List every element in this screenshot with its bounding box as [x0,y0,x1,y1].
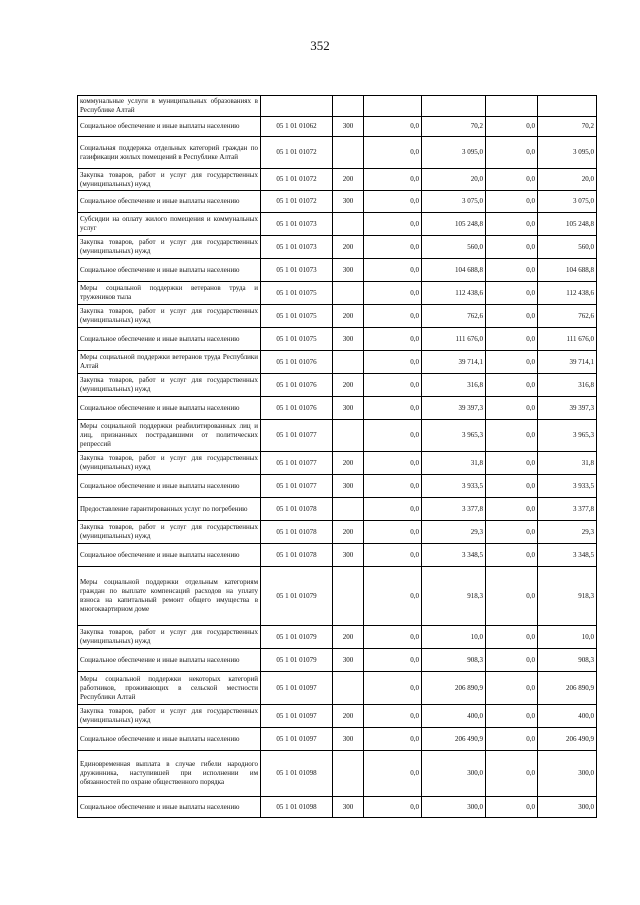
row-expense-type: 300 [333,328,364,351]
row-value-1: 0,0 [364,169,422,191]
row-value-1: 0,0 [364,626,422,649]
row-value-4: 29,3 [538,521,597,544]
table-row [78,544,597,567]
row-value-3: 0,0 [486,259,538,282]
row-code: 05 1 01 01072 [261,137,333,169]
row-value-4: 918,3 [538,567,597,626]
row-name: Социальная поддержка отдельных категорий граждан по газификации жилых помещений в Республике Алтай [78,137,261,169]
table-row [78,96,597,117]
row-value-2: 560,0 [422,236,486,259]
table-row [78,397,597,420]
row-code [261,96,333,117]
row-value-2: 104 688,8 [422,259,486,282]
table-row [78,626,597,649]
row-expense-type: 200 [333,452,364,475]
row-code: 05 1 01 01075 [261,305,333,328]
row-expense-type: 200 [333,374,364,397]
row-expense-type: 300 [333,475,364,498]
row-value-1: 0,0 [364,305,422,328]
row-expense-type: 300 [333,117,364,137]
table-row [78,169,597,191]
row-code: 05 1 01 01098 [261,751,333,797]
row-expense-type: 300 [333,191,364,213]
row-code: 05 1 01 01078 [261,544,333,567]
row-value-3: 0,0 [486,236,538,259]
row-value-3: 0,0 [486,649,538,672]
row-value-2: 3 075,0 [422,191,486,213]
row-expense-type: 300 [333,649,364,672]
row-expense-type: 300 [333,728,364,751]
row-expense-type [333,420,364,452]
row-value-3: 0,0 [486,351,538,374]
row-value-4: 3 095,0 [538,137,597,169]
row-code: 05 1 01 01077 [261,420,333,452]
row-value-2: 206 490,9 [422,728,486,751]
row-value-3: 0,0 [486,420,538,452]
row-expense-type [333,137,364,169]
table-row [78,236,597,259]
row-value-2: 918,3 [422,567,486,626]
row-name: Меры социальной поддержки ветеранов труда и тружеников тыла [78,282,261,305]
row-value-3: 0,0 [486,475,538,498]
row-value-4: 31,8 [538,452,597,475]
row-code: 05 1 01 01077 [261,475,333,498]
row-code: 05 1 01 01073 [261,259,333,282]
row-expense-type [333,351,364,374]
row-value-1: 0,0 [364,567,422,626]
row-expense-type [333,282,364,305]
row-code: 05 1 01 01075 [261,282,333,305]
row-value-1: 0,0 [364,351,422,374]
table-row [78,498,597,521]
row-value-1: 0,0 [364,672,422,705]
row-code: 05 1 01 01078 [261,498,333,521]
row-expense-type: 300 [333,397,364,420]
row-value-3: 0,0 [486,705,538,728]
row-value-4: 400,0 [538,705,597,728]
row-value-1: 0,0 [364,544,422,567]
row-code: 05 1 01 01097 [261,672,333,705]
row-value-4: 300,0 [538,797,597,818]
row-value-4: 10,0 [538,626,597,649]
row-value-4: 111 676,0 [538,328,597,351]
row-value-1: 0,0 [364,117,422,137]
row-code: 05 1 01 01098 [261,797,333,818]
row-value-2: 39 397,3 [422,397,486,420]
row-name: Меры социальной поддержки отдельным категориям граждан по выплате компенсаций расходов на уплату взноса на капитальный ремонт общего имущества в многоквартирном доме [78,567,261,626]
row-name: Социальное обеспечение и иные выплаты населению [78,117,261,137]
budget-table [77,95,597,818]
row-code: 05 1 01 01073 [261,213,333,236]
row-expense-type: 200 [333,305,364,328]
row-value-2: 112 438,6 [422,282,486,305]
table-row [78,797,597,818]
row-value-2: 10,0 [422,626,486,649]
row-value-2: 762,6 [422,305,486,328]
row-value-2: 111 676,0 [422,328,486,351]
row-name: Закупка товаров, работ и услуг для государственных (муниципальных) нужд [78,236,261,259]
row-value-1: 0,0 [364,649,422,672]
row-name: Социальное обеспечение и иные выплаты населению [78,475,261,498]
row-value-4: 3 933,5 [538,475,597,498]
table-row [78,420,597,452]
row-value-3: 0,0 [486,374,538,397]
row-value-2: 39 714,1 [422,351,486,374]
table-row [78,328,597,351]
row-name: Социальное обеспечение и иные выплаты населению [78,544,261,567]
table-row [78,475,597,498]
row-value-1: 0,0 [364,751,422,797]
row-expense-type [333,751,364,797]
row-value-2: 31,8 [422,452,486,475]
row-value-3: 0,0 [486,282,538,305]
row-value-3: 0,0 [486,544,538,567]
row-value-1: 0,0 [364,236,422,259]
row-name: Социальное обеспечение и иные выплаты населению [78,649,261,672]
row-name: Закупка товаров, работ и услуг для государственных (муниципальных) нужд [78,521,261,544]
row-name: Предоставление гарантированных услуг по погребению [78,498,261,521]
row-code: 05 1 01 01076 [261,351,333,374]
row-name: Закупка товаров, работ и услуг для государственных (муниципальных) нужд [78,169,261,191]
row-value-3: 0,0 [486,305,538,328]
page-number: 352 [310,38,330,53]
row-value-4: 316,8 [538,374,597,397]
table-row [78,452,597,475]
table-row [78,521,597,544]
table-row [78,351,597,374]
row-value-4: 908,3 [538,649,597,672]
table-row [78,117,597,137]
table-row [78,259,597,282]
row-value-4: 39 714,1 [538,351,597,374]
row-name: Закупка товаров, работ и услуг для государственных (муниципальных) нужд [78,305,261,328]
row-value-1: 0,0 [364,498,422,521]
row-value-1: 0,0 [364,328,422,351]
row-expense-type: 200 [333,521,364,544]
table-row [78,751,597,797]
row-value-4: 3 075,0 [538,191,597,213]
row-value-4: 3 965,3 [538,420,597,452]
row-value-2: 70,2 [422,117,486,137]
table-row [78,672,597,705]
row-expense-type: 300 [333,544,364,567]
row-code: 05 1 01 01075 [261,328,333,351]
row-value-2: 206 890,9 [422,672,486,705]
row-name: Закупка товаров, работ и услуг для государственных (муниципальных) нужд [78,452,261,475]
row-value-2: 3 933,5 [422,475,486,498]
row-value-3: 0,0 [486,728,538,751]
row-value-2: 908,3 [422,649,486,672]
row-value-4: 70,2 [538,117,597,137]
row-expense-type [333,213,364,236]
row-value-3: 0,0 [486,452,538,475]
row-value-1: 0,0 [364,397,422,420]
table-body [78,96,597,818]
row-value-1: 0,0 [364,728,422,751]
row-value-4: 206 490,9 [538,728,597,751]
row-value-2: 20,0 [422,169,486,191]
table-row [78,374,597,397]
row-value-3: 0,0 [486,137,538,169]
table-row [78,305,597,328]
row-code: 05 1 01 01076 [261,374,333,397]
row-value-4: 104 688,8 [538,259,597,282]
table-row [78,282,597,305]
row-name: Социальное обеспечение и иные выплаты населению [78,259,261,282]
row-value-2: 316,8 [422,374,486,397]
row-value-4: 762,6 [538,305,597,328]
row-code: 05 1 01 01097 [261,705,333,728]
row-code: 05 1 01 01077 [261,452,333,475]
row-value-1: 0,0 [364,259,422,282]
row-value-3: 0,0 [486,567,538,626]
row-value-2: 105 248,8 [422,213,486,236]
row-value-4: 105 248,8 [538,213,597,236]
row-name: Меры социальной поддержки некоторых категорий работников, проживающих в сельской местности Республики Алтай [78,672,261,705]
row-value-3: 0,0 [486,191,538,213]
row-expense-type: 300 [333,259,364,282]
row-value-2: 3 348,5 [422,544,486,567]
row-value-3: 0,0 [486,751,538,797]
row-value-1: 0,0 [364,521,422,544]
row-expense-type [333,96,364,117]
row-name: Социальное обеспечение и иные выплаты населению [78,191,261,213]
row-code: 05 1 01 01072 [261,191,333,213]
row-code: 05 1 01 01073 [261,236,333,259]
row-name: Социальное обеспечение и иные выплаты населению [78,397,261,420]
row-name: Единовременная выплата в случае гибели народного дружинника, наступившей при исполнении им обязанностей по охране общественного порядка [78,751,261,797]
row-name: Меры социальной поддержки ветеранов труда Республики Алтай [78,351,261,374]
row-value-2 [422,96,486,117]
table-row [78,137,597,169]
row-code: 05 1 01 01072 [261,169,333,191]
row-code: 05 1 01 01078 [261,521,333,544]
table-row [78,213,597,236]
table-row [78,728,597,751]
row-value-1 [364,96,422,117]
row-value-2: 3 095,0 [422,137,486,169]
row-value-4: 3 348,5 [538,544,597,567]
table-row [78,649,597,672]
row-value-4: 206 890,9 [538,672,597,705]
row-code: 05 1 01 01079 [261,567,333,626]
row-value-1: 0,0 [364,797,422,818]
row-code: 05 1 01 01079 [261,626,333,649]
row-value-3: 0,0 [486,626,538,649]
row-value-4: 39 397,3 [538,397,597,420]
row-value-3: 0,0 [486,397,538,420]
row-value-2: 400,0 [422,705,486,728]
row-value-3: 0,0 [486,169,538,191]
row-value-2: 3 377,8 [422,498,486,521]
row-name: Меры социальной поддержки реабилитированных лиц и лиц, признанных пострадавшими от политических репрессий [78,420,261,452]
row-value-1: 0,0 [364,452,422,475]
row-value-1: 0,0 [364,374,422,397]
row-expense-type: 200 [333,705,364,728]
row-value-4: 300,0 [538,751,597,797]
row-expense-type: 200 [333,626,364,649]
row-value-3: 0,0 [486,213,538,236]
row-name: Социальное обеспечение и иные выплаты населению [78,797,261,818]
row-expense-type: 200 [333,236,364,259]
row-value-3: 0,0 [486,672,538,705]
row-name: коммунальные услуги в муниципальных образованиях в Республике Алтай [78,96,261,117]
row-value-4 [538,96,597,117]
row-value-3: 0,0 [486,797,538,818]
row-code: 05 1 01 01076 [261,397,333,420]
row-value-1: 0,0 [364,475,422,498]
row-value-1: 0,0 [364,191,422,213]
row-name: Закупка товаров, работ и услуг для государственных (муниципальных) нужд [78,374,261,397]
row-value-1: 0,0 [364,705,422,728]
row-value-3 [486,96,538,117]
row-value-2: 29,3 [422,521,486,544]
table-row [78,191,597,213]
row-expense-type: 300 [333,797,364,818]
row-code: 05 1 01 01062 [261,117,333,137]
row-code: 05 1 01 01079 [261,649,333,672]
row-value-3: 0,0 [486,328,538,351]
row-value-4: 3 377,8 [538,498,597,521]
row-code: 05 1 01 01097 [261,728,333,751]
row-expense-type: 200 [333,169,364,191]
row-value-3: 0,0 [486,498,538,521]
row-value-1: 0,0 [364,137,422,169]
row-value-4: 560,0 [538,236,597,259]
row-value-2: 300,0 [422,797,486,818]
row-value-3: 0,0 [486,521,538,544]
row-expense-type [333,498,364,521]
row-name: Социальное обеспечение и иные выплаты населению [78,728,261,751]
row-value-1: 0,0 [364,282,422,305]
row-value-2: 300,0 [422,751,486,797]
table-row [78,705,597,728]
row-value-1: 0,0 [364,420,422,452]
row-value-1: 0,0 [364,213,422,236]
row-name: Субсидии на оплату жилого помещения и коммунальных услуг [78,213,261,236]
row-value-2: 3 965,3 [422,420,486,452]
row-expense-type [333,567,364,626]
row-expense-type [333,672,364,705]
row-value-3: 0,0 [486,117,538,137]
row-value-4: 112 438,6 [538,282,597,305]
row-name: Закупка товаров, работ и услуг для государственных (муниципальных) нужд [78,705,261,728]
row-name: Социальное обеспечение и иные выплаты населению [78,328,261,351]
table-row [78,567,597,626]
row-value-4: 20,0 [538,169,597,191]
row-name: Закупка товаров, работ и услуг для государственных (муниципальных) нужд [78,626,261,649]
